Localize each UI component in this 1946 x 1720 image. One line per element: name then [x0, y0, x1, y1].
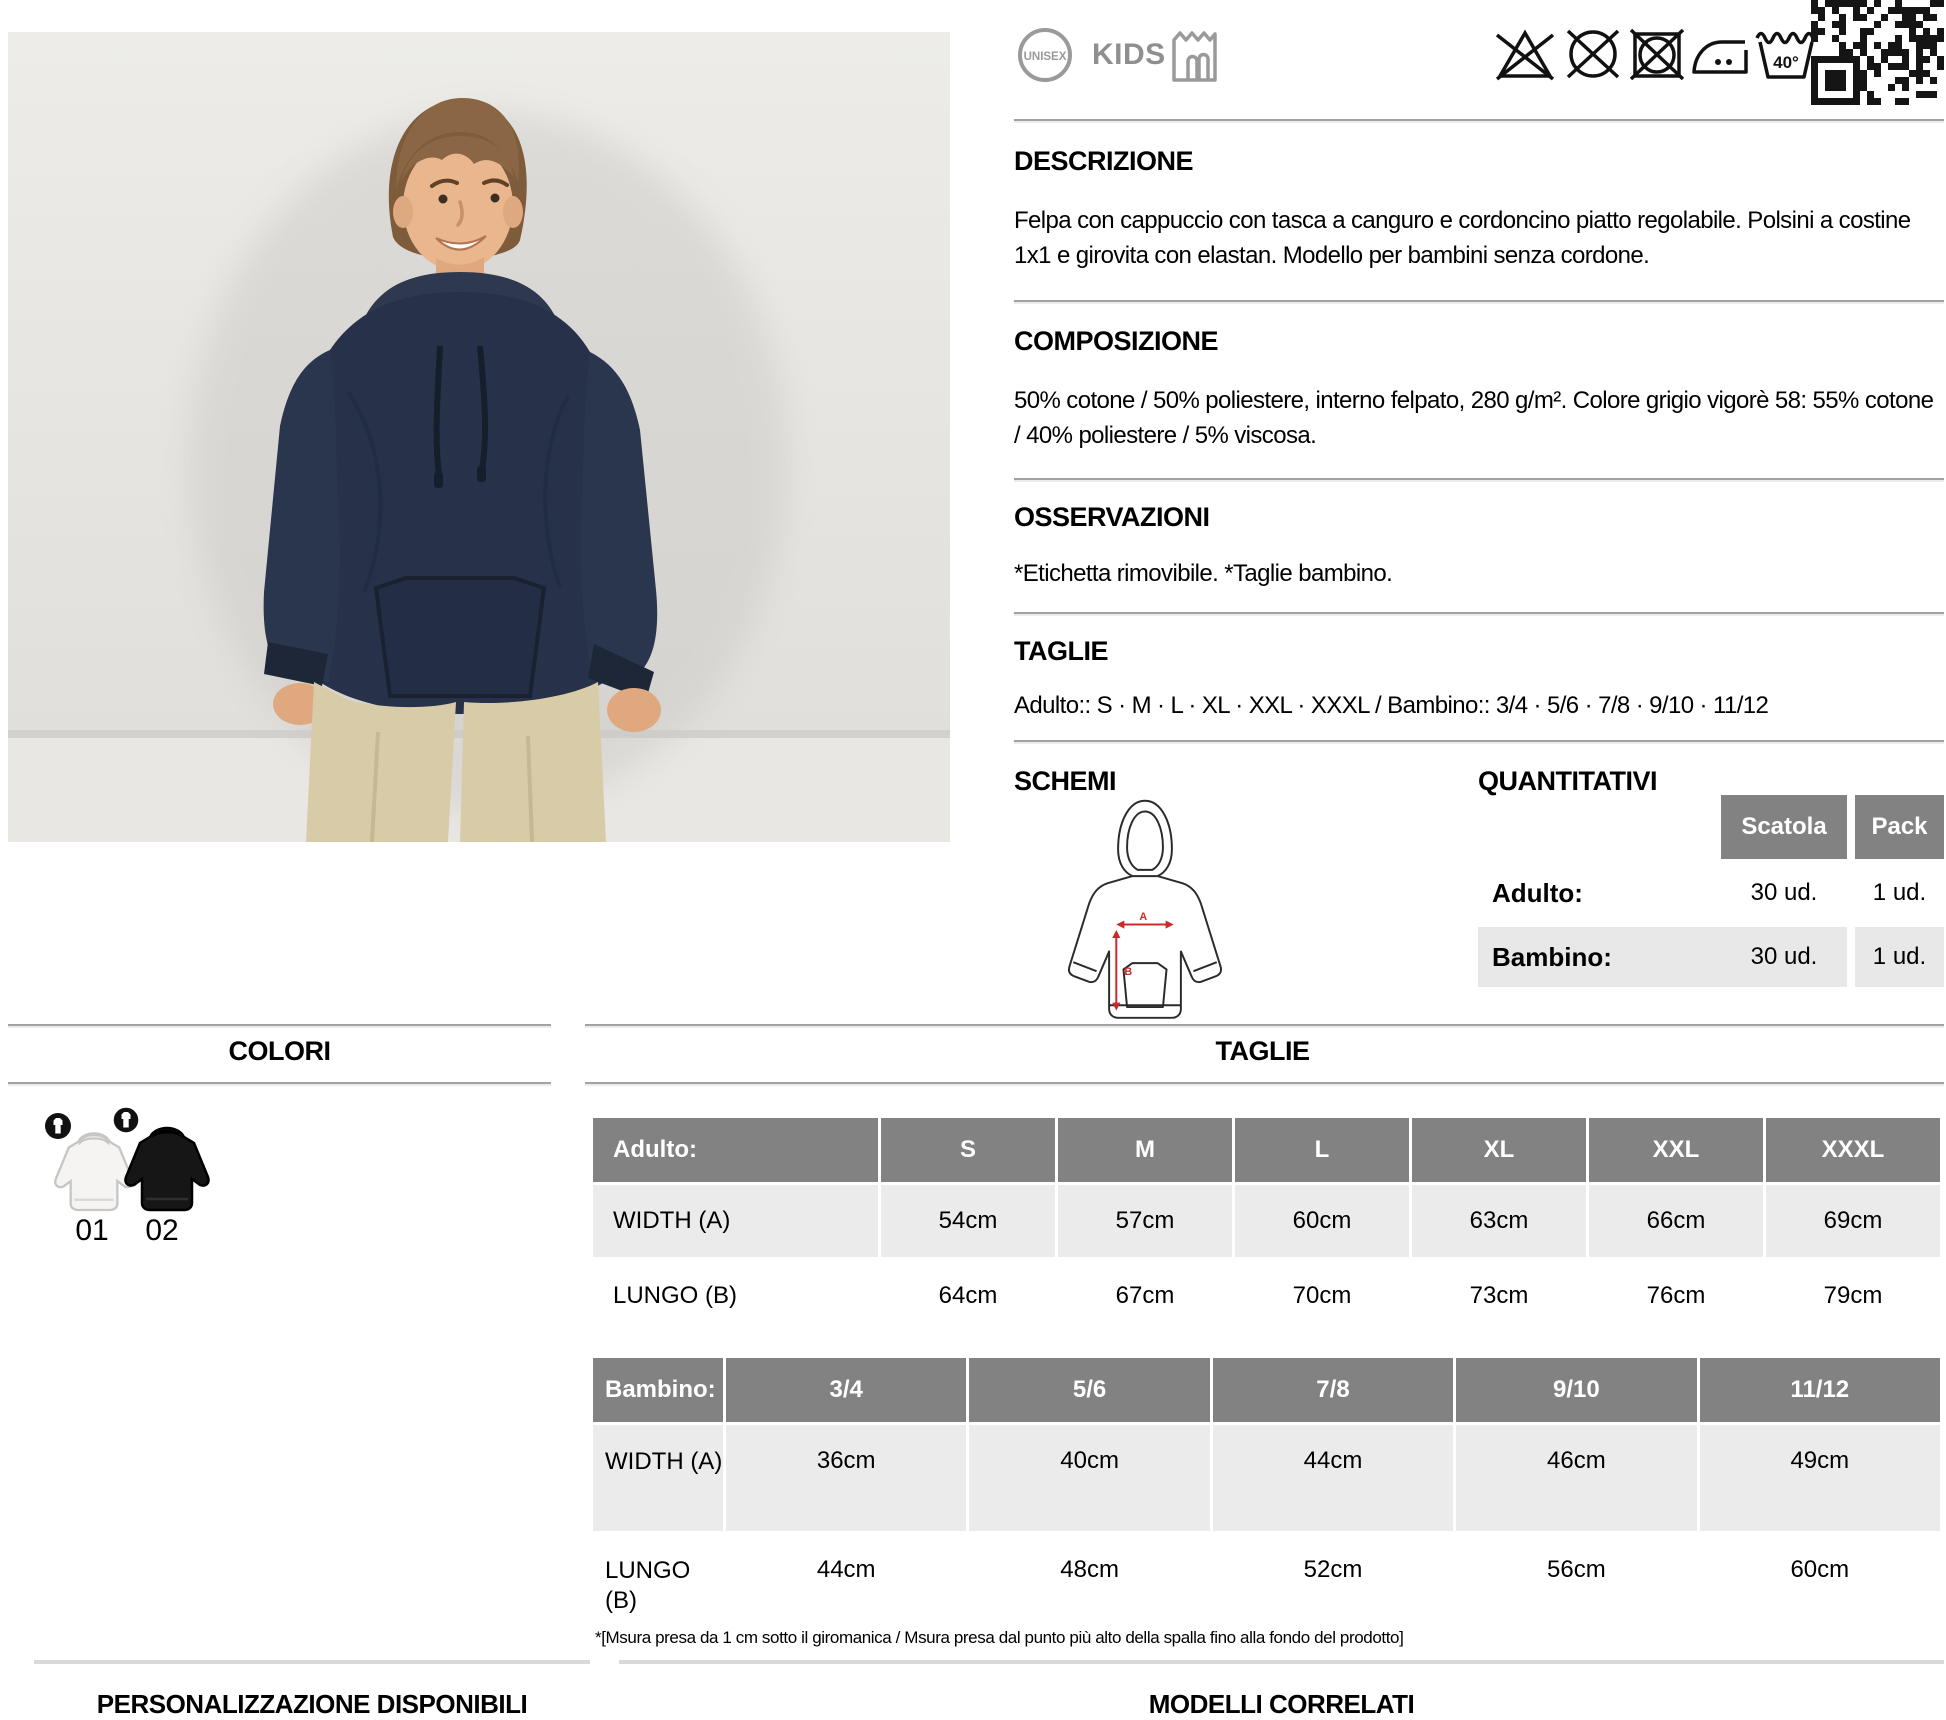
- adult-size-table: [593, 1118, 1940, 1332]
- divider: [1014, 612, 1944, 616]
- composizione-title: COMPOSIZIONE: [1014, 326, 1219, 356]
- size-col-xl: XL: [1412, 1118, 1586, 1182]
- divider: [619, 1660, 1944, 1664]
- svg-text:40°: 40°: [1773, 53, 1799, 72]
- kids-lungo-11-12: 60cm: [1790, 1556, 1850, 1583]
- care-symbols: [1492, 26, 1818, 82]
- swatch-01-code: 01: [75, 1214, 109, 1247]
- personalization-heading: PERSONALIZZAZIONE DISPONIBILI: [96, 1689, 528, 1719]
- kids-lungo-label: LUNGO (B): [605, 1557, 691, 1614]
- kids-lungo-9-10: 56cm: [1547, 1556, 1606, 1583]
- adult-width-xl: 63cm: [1412, 1185, 1586, 1257]
- quantitativi-title: QUANTITATIVI: [1478, 766, 1657, 796]
- size-col-9-10: 9/10: [1456, 1358, 1696, 1422]
- iron-icon: [1690, 26, 1750, 82]
- no-bleach-icon: [1492, 26, 1558, 82]
- size-col-m: M: [1058, 1118, 1232, 1182]
- kids-badge: KIDS: [1092, 38, 1166, 71]
- descrizione-text: Felpa con cappuccio con tasca a canguro e cordoncino piatto regolabile. Polsini a costine 1x1 e girovita con elastan. Modello per bambini senza cordone.: [1014, 207, 1911, 269]
- adult-width-xxxl: 69cm: [1766, 1185, 1940, 1257]
- osservazioni-text: *Etichetta rimovibile. *Taglie bambino.: [1014, 560, 1393, 587]
- divider: [1014, 119, 1944, 123]
- product-photo: [8, 32, 950, 842]
- divider: [34, 1660, 590, 1664]
- kids-table-label: Bambino:: [593, 1358, 723, 1422]
- size-col-xxl: XXL: [1589, 1118, 1763, 1182]
- adult-lungo-m: 67cm: [1115, 1282, 1175, 1309]
- garment-type-badge-icon: [112, 1106, 140, 1134]
- kids-lungo-7-8: 52cm: [1303, 1556, 1363, 1583]
- kids-width-label: WIDTH (A): [593, 1425, 723, 1531]
- kids-size-table: [593, 1358, 1940, 1640]
- adult-width-xxl: 66cm: [1589, 1185, 1763, 1257]
- kids-lungo-5-6: 48cm: [1060, 1556, 1119, 1583]
- quant-adult-scatola: 30 ud.: [1750, 879, 1818, 906]
- kids-width-5-6: 40cm: [969, 1425, 1209, 1531]
- adult-lungo-xxl: 76cm: [1646, 1282, 1706, 1309]
- adult-lungo-xl: 73cm: [1469, 1282, 1529, 1309]
- divider: [585, 1024, 1944, 1028]
- adult-lungo-s: 64cm: [938, 1282, 998, 1309]
- descrizione-title: DESCRIZIONE: [1014, 146, 1194, 176]
- adult-lungo-xxxl: 79cm: [1823, 1282, 1883, 1309]
- quant-row-kids-label: Bambino:: [1478, 927, 1727, 987]
- kids-width-11-12: 49cm: [1700, 1425, 1940, 1531]
- size-section-title: TAGLIE: [1215, 1036, 1310, 1066]
- adult-width-label: WIDTH (A): [593, 1185, 878, 1257]
- fabric-feel-icon: [1164, 22, 1226, 88]
- size-col-l: L: [1235, 1118, 1409, 1182]
- quant-col-pack: Pack: [1855, 795, 1944, 859]
- size-col-3-4: 3/4: [726, 1358, 966, 1422]
- adult-table-label: Adulto:: [593, 1118, 878, 1182]
- divider: [8, 1024, 551, 1028]
- no-dry-clean-icon: [1562, 26, 1624, 82]
- svg-text:UNISEX: UNISEX: [1023, 51, 1067, 63]
- measure-footnote: *[Msura presa da 1 cm sotto il giromanica / Msura presa dal punto più alto della spalla fino alla fondo del prodotto]: [595, 1628, 1404, 1647]
- qr-code: [1811, 0, 1944, 105]
- size-col-7-8: 7/8: [1213, 1358, 1453, 1422]
- kids-width-7-8: 44cm: [1213, 1425, 1453, 1531]
- composizione-text: 50% cotone / 50% poliestere, interno felpato, 280 g/m². Colore grigio vigorè 58: 55% cotone / 40% poliestere / 5% viscosa.: [1014, 387, 1934, 449]
- quant-kids-pack: 1 ud.: [1855, 927, 1944, 987]
- size-col-s: S: [881, 1118, 1055, 1182]
- taglie-text: Adulto:: S · M · L · XL · XXL · XXXL / Bambino:: 3/4 · 5/6 · 7/8 · 9/10 · 11/12: [1014, 692, 1769, 719]
- size-col-11-12: 11/12: [1700, 1358, 1940, 1422]
- divider: [1014, 300, 1944, 304]
- adult-width-l: 60cm: [1235, 1185, 1409, 1257]
- size-col-xxxl: XXXL: [1766, 1118, 1940, 1182]
- swatch-02-code: 02: [145, 1214, 179, 1247]
- schemi-title: SCHEMI: [1014, 766, 1117, 796]
- divider: [1014, 740, 1944, 744]
- adult-lungo-l: 70cm: [1292, 1282, 1352, 1309]
- related-models-heading: MODELLI CORRELATI: [1148, 1689, 1415, 1719]
- svg-text:B: B: [1124, 965, 1133, 978]
- svg-text:A: A: [1139, 911, 1148, 924]
- kids-lungo-3-4: 44cm: [816, 1556, 876, 1583]
- divider: [585, 1082, 1944, 1086]
- size-col-5-6: 5/6: [969, 1358, 1209, 1422]
- kids-width-3-4: 36cm: [726, 1425, 966, 1531]
- garment-type-badge-icon: [44, 1112, 72, 1140]
- adult-width-s: 54cm: [881, 1185, 1055, 1257]
- quant-adult-pack: 1 ud.: [1872, 879, 1927, 906]
- size-diagram: [1030, 790, 1260, 1025]
- quant-row-adult-label: Adulto:: [1492, 877, 1583, 908]
- colori-title: COLORI: [228, 1036, 331, 1066]
- divider: [8, 1082, 551, 1086]
- divider: [1014, 478, 1944, 482]
- quant-col-scatola: Scatola: [1721, 795, 1847, 859]
- wash-40-icon: [1754, 26, 1818, 82]
- osservazioni-title: OSSERVAZIONI: [1014, 502, 1210, 532]
- adult-width-m: 57cm: [1058, 1185, 1232, 1257]
- quant-kids-scatola: 30 ud.: [1721, 927, 1847, 987]
- taglie-title: TAGLIE: [1014, 636, 1108, 666]
- adult-lungo-label: LUNGO (B): [613, 1282, 738, 1309]
- unisex-badge-icon: [1016, 26, 1074, 84]
- kids-width-9-10: 46cm: [1456, 1425, 1696, 1531]
- no-tumble-dry-icon: [1628, 26, 1686, 82]
